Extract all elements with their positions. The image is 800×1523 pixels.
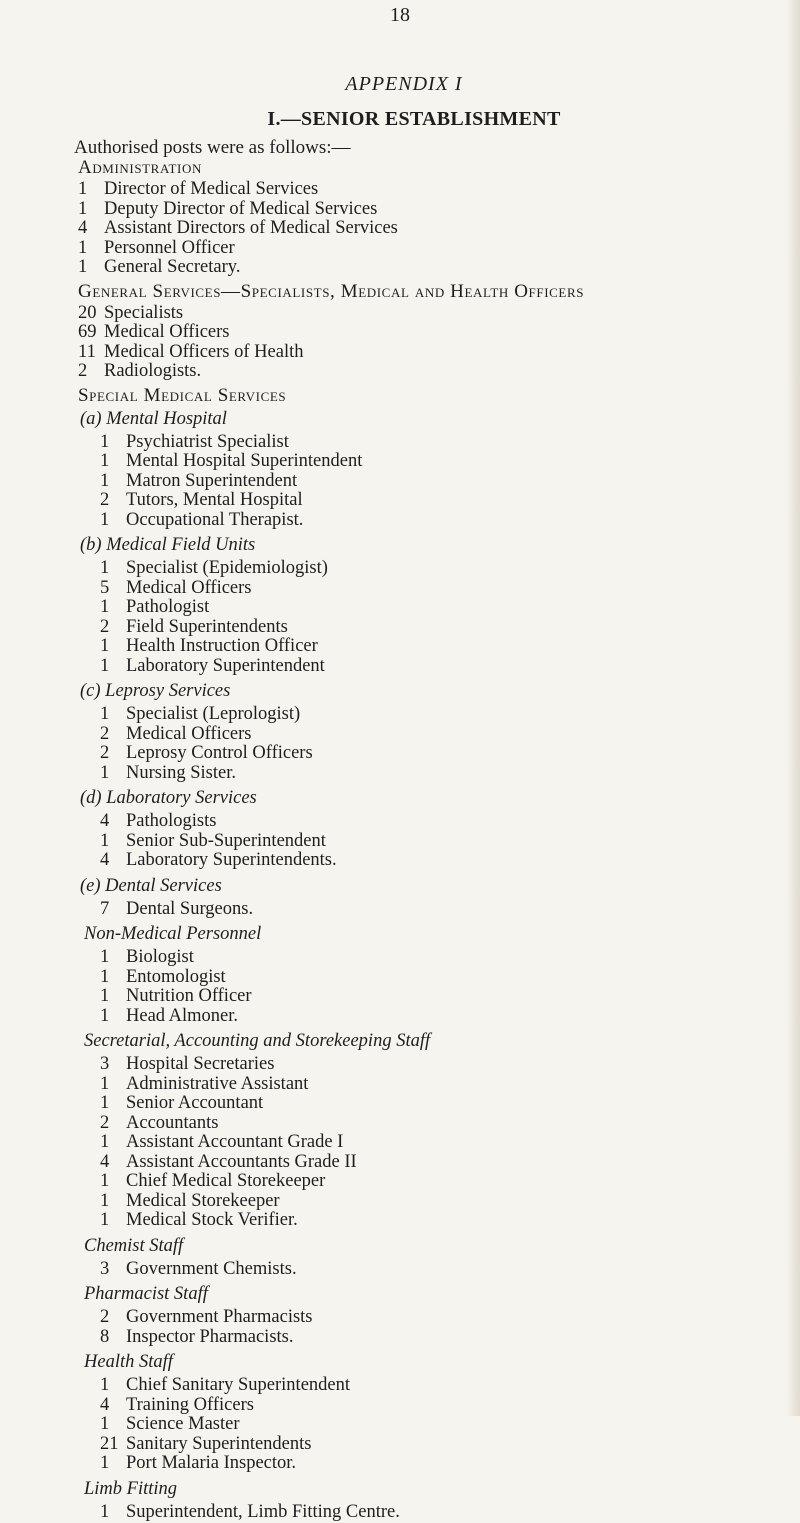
special-services-heading: Special Medical Services [78, 384, 287, 406]
list-item [100, 850, 337, 871]
group-heading: Secretarial, Accounting and Storekeeping Staff [84, 1031, 431, 1051]
list-item [100, 1093, 263, 1114]
item-title: Accountants [126, 1112, 219, 1133]
item-count: 1 [100, 1453, 110, 1473]
subgroup-heading: (a) Mental Hospital [80, 408, 227, 429]
item-count: 1 [100, 1210, 110, 1230]
appendix-title: APPENDIX I [345, 73, 463, 95]
list-item [100, 1414, 240, 1435]
item-title: Medical Officers of Health [104, 341, 304, 362]
item-count: 2 [100, 743, 110, 763]
item-count: 1 [78, 198, 88, 219]
general-services-heading: General Services—Specialists, Medical and Health Officers [78, 280, 585, 302]
item-title: Nutrition Officer [126, 986, 252, 1006]
item-title: Specialist (Epidemiologist) [126, 558, 328, 578]
item-count: 1 [100, 1073, 110, 1094]
item-title: Specialists [104, 302, 184, 323]
item-count: 1 [78, 257, 88, 277]
item-title: Assistant Accountant Grade I [126, 1132, 344, 1152]
list-item [100, 1171, 325, 1192]
intro-text: Authorised posts were as follows:— [74, 137, 351, 158]
list-item [78, 218, 398, 239]
item-count: 8 [100, 1326, 110, 1347]
item-count: 1 [100, 558, 110, 578]
list-item [100, 1132, 343, 1153]
item-title: Field Superintendents [126, 616, 288, 637]
item-title: General Secretary. [104, 257, 241, 277]
item-count: 1 [100, 655, 110, 676]
list-item [100, 1453, 296, 1474]
list-item [78, 179, 318, 200]
list-item [100, 578, 252, 599]
list-item [100, 986, 252, 1007]
list-item [100, 947, 194, 968]
item-title: Tutors, Mental Hospital [126, 490, 303, 510]
item-title: Head Almoner. [126, 1005, 239, 1026]
item-count: 1 [100, 509, 110, 530]
item-count: 4 [100, 850, 110, 870]
item-title: Senior Sub-Superintendent [126, 830, 326, 851]
list-item [100, 451, 362, 472]
item-count: 1 [100, 597, 110, 617]
item-title: Radiologists. [104, 361, 202, 381]
item-count: 3 [100, 1054, 110, 1074]
item-title: Laboratory Superintendent [126, 655, 325, 676]
item-count: 20 [78, 302, 97, 323]
item-count: 1 [100, 1190, 110, 1211]
item-title: Laboratory Superintendents. [126, 850, 337, 870]
list-item [100, 763, 236, 784]
item-count: 1 [100, 1093, 110, 1113]
item-title: Medical Officers [126, 577, 252, 598]
group-heading: Health Staff [84, 1352, 173, 1372]
list-item [100, 656, 325, 677]
item-count: 2 [100, 616, 110, 637]
item-count: 4 [100, 811, 110, 831]
list-item [100, 1006, 238, 1027]
item-count: 2 [100, 1307, 110, 1327]
item-count: 1 [100, 636, 110, 656]
list-item [78, 257, 240, 278]
list-item [100, 1502, 400, 1523]
item-title: Mental Hospital Superintendent [126, 451, 363, 471]
section-title: I.—SENIOR ESTABLISHMENT [267, 108, 561, 130]
item-count: 2 [78, 361, 88, 381]
list-item [100, 1054, 274, 1075]
item-title: Health Instruction Officer [126, 636, 318, 656]
item-title: Science Master [126, 1414, 240, 1434]
item-title: Nursing Sister. [126, 762, 236, 783]
item-title: Hospital Secretaries [126, 1054, 275, 1074]
list-item [100, 558, 328, 579]
item-title: Dental Surgeons. [126, 898, 254, 919]
item-count: 5 [100, 577, 110, 598]
item-title: Sanitary Superintendents [126, 1433, 312, 1454]
list-item [100, 811, 216, 832]
item-title: Specialist (Leprologist) [126, 704, 301, 724]
list-item [100, 597, 209, 618]
item-count: 1 [100, 966, 110, 987]
list-item [100, 1259, 297, 1280]
item-count: 2 [100, 490, 110, 510]
item-title: Senior Accountant [126, 1093, 264, 1113]
group-heading: Pharmacist Staff [84, 1284, 208, 1304]
list-item [100, 1434, 311, 1455]
item-title: Assistant Accountants Grade II [126, 1151, 357, 1172]
item-title: Occupational Therapist. [126, 509, 304, 530]
list-item [78, 303, 183, 324]
item-title: Pathologist [126, 597, 210, 617]
item-count: 1 [100, 431, 110, 452]
item-title: Superintendent, Limb Fitting Centre. [126, 1501, 400, 1522]
item-title: Medical Officers [126, 723, 252, 744]
list-item [100, 510, 303, 531]
item-title: Director of Medical Services [104, 179, 319, 199]
item-title: Inspector Pharmacists. [126, 1326, 294, 1347]
item-title: Deputy Director of Medical Services [104, 198, 378, 219]
item-title: Government Chemists. [126, 1258, 297, 1279]
list-item [100, 704, 300, 725]
list-item [100, 1152, 357, 1173]
item-count: 1 [100, 1171, 110, 1191]
list-item [100, 899, 253, 920]
item-count: 1 [100, 947, 110, 967]
item-title: Biologist [126, 947, 194, 967]
group-heading: Non-Medical Personnel [84, 924, 262, 944]
list-item [100, 636, 318, 657]
list-item [100, 1191, 280, 1212]
subgroup-heading: (e) Dental Services [80, 875, 222, 896]
list-item [100, 724, 252, 745]
item-count: 3 [100, 1258, 110, 1279]
item-title: Entomologist [126, 966, 226, 987]
item-count: 1 [100, 470, 110, 491]
list-item [100, 471, 297, 492]
list-item [78, 199, 377, 220]
list-item [100, 1375, 350, 1396]
administration-heading: Administration [78, 157, 202, 178]
item-count: 1 [100, 1375, 110, 1395]
item-title: Leprosy Control Officers [126, 743, 313, 763]
item-title: Chief Sanitary Superintendent [126, 1375, 351, 1395]
item-title: Pathologists [126, 811, 217, 831]
list-item [78, 238, 235, 259]
item-title: Personnel Officer [104, 237, 235, 258]
item-count: 21 [100, 1433, 119, 1454]
item-title: Medical Stock Verifier. [126, 1210, 298, 1230]
item-count: 1 [100, 1501, 110, 1522]
item-count: 1 [100, 830, 110, 851]
item-title: Chief Medical Storekeeper [126, 1171, 326, 1191]
item-count: 1 [100, 1005, 110, 1026]
page-edge-shadow [786, 0, 800, 1416]
item-title: Matron Superintendent [126, 470, 298, 491]
item-count: 11 [78, 341, 96, 362]
item-count: 1 [100, 1414, 110, 1434]
item-title: Assistant Directors of Medical Services [104, 218, 398, 238]
list-item [100, 617, 288, 638]
subgroup-heading: (b) Medical Field Units [80, 535, 256, 555]
list-item [78, 361, 201, 382]
item-count: 7 [100, 898, 110, 919]
item-count: 2 [100, 1112, 110, 1133]
list-item [100, 967, 226, 988]
item-count: 4 [100, 1151, 110, 1172]
item-count: 69 [78, 322, 97, 342]
list-item [100, 490, 303, 511]
group-heading: Chemist Staff [84, 1235, 184, 1256]
list-item [78, 342, 303, 363]
list-item [100, 432, 289, 453]
list-item [100, 743, 313, 764]
item-count: 4 [78, 218, 88, 238]
item-count: 1 [100, 986, 110, 1006]
item-title: Training Officers [126, 1394, 254, 1415]
item-title: Port Malaria Inspector. [126, 1453, 297, 1473]
list-item [100, 831, 326, 852]
item-count: 1 [78, 179, 88, 199]
list-item [100, 1074, 308, 1095]
item-title: Administrative Assistant [126, 1073, 309, 1094]
item-title: Psychiatrist Specialist [126, 431, 289, 452]
item-title: Medical Storekeeper [126, 1190, 280, 1211]
subgroup-heading: (c) Leprosy Services [80, 681, 231, 701]
item-count: 1 [100, 451, 110, 471]
item-title: Medical Officers [104, 322, 230, 342]
list-item [100, 1113, 218, 1134]
group-heading: Limb Fitting [84, 1478, 178, 1499]
item-count: 2 [100, 723, 110, 744]
item-count: 1 [78, 237, 88, 258]
item-count: 1 [100, 1132, 110, 1152]
list-item [100, 1210, 298, 1231]
list-item [100, 1395, 254, 1416]
list-item [78, 322, 230, 343]
item-count: 1 [100, 704, 110, 724]
list-item [100, 1307, 313, 1328]
item-title: Government Pharmacists [126, 1307, 313, 1327]
page-number: 18 [390, 4, 410, 26]
item-count: 4 [100, 1394, 110, 1415]
list-item [100, 1327, 294, 1348]
subgroup-heading: (d) Laboratory Services [80, 788, 257, 808]
item-count: 1 [100, 762, 110, 783]
